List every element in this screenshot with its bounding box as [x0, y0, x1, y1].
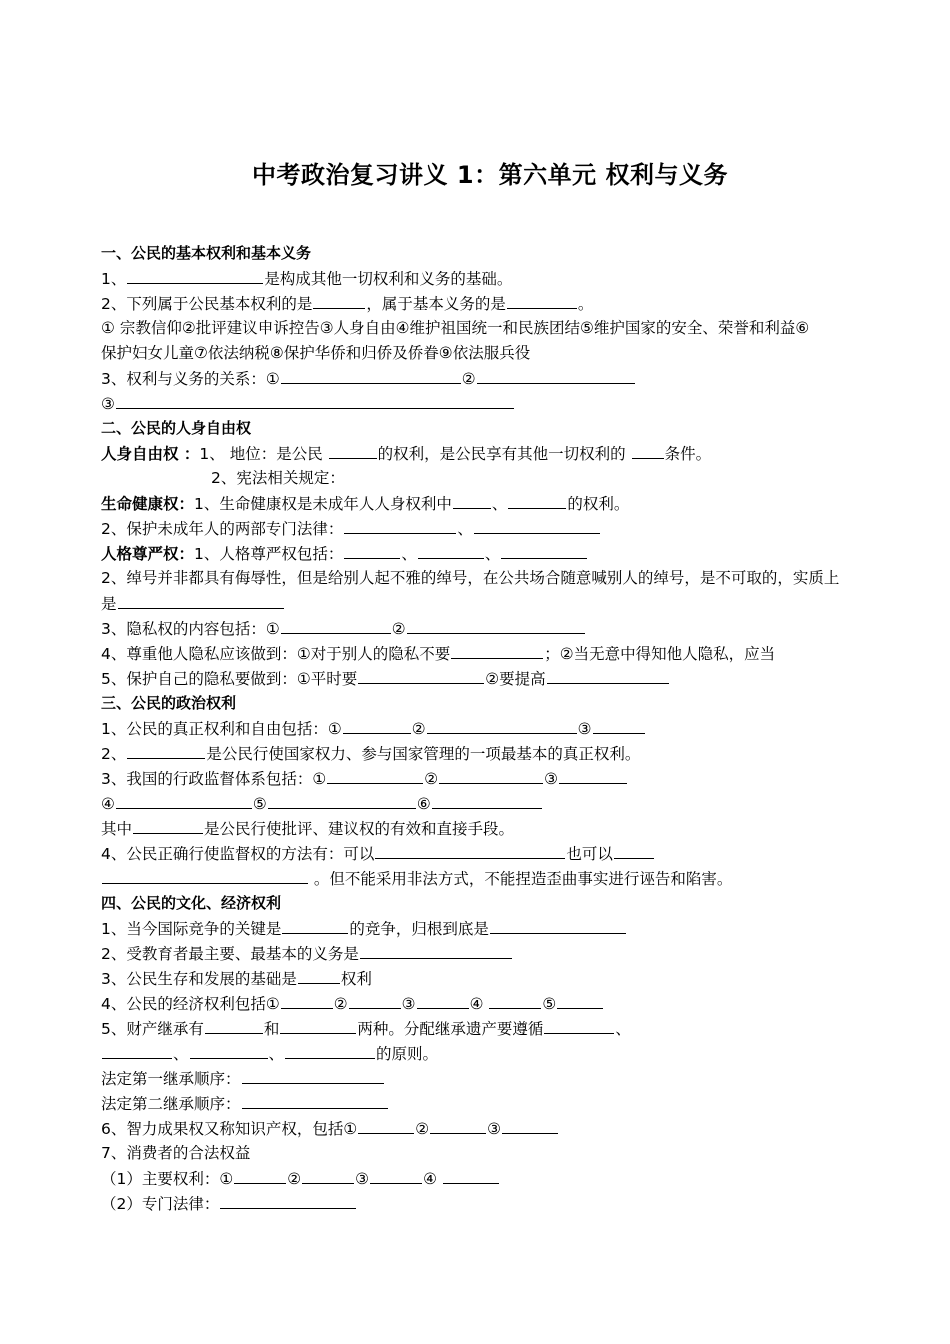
s3-q3-cont: ④ ⑤ ⑥: [101, 793, 543, 814]
s2-laws: 2、保护未成年人的两部专门法律： 、: [101, 518, 601, 539]
blank[interactable]: [360, 943, 512, 959]
blank[interactable]: [489, 993, 541, 1009]
blank[interactable]: [280, 1018, 356, 1034]
blank[interactable]: [343, 718, 411, 734]
blank[interactable]: [313, 293, 365, 309]
blank[interactable]: [302, 1168, 354, 1184]
s2-respect-privacy: 4、尊重他人隐私应该做到：①对于别人的隐私不要 ；②当无意中得知他人隐私，应当: [101, 645, 776, 663]
s4-q3: 3、公民生存和发展的基础是 权利: [101, 970, 372, 988]
blank[interactable]: [118, 593, 284, 609]
blank[interactable]: [268, 793, 416, 809]
s4-q6: 6、智力成果权又称知识产权，包括① ② ③: [101, 1118, 559, 1139]
blank[interactable]: [544, 1018, 614, 1034]
page-title: 中考政治复习讲义 1：第六单元 权利与义务: [252, 161, 728, 189]
blank[interactable]: [427, 718, 577, 734]
blank[interactable]: [234, 1168, 286, 1184]
s1-q1: 1、 是构成其他一切权利和义务的基础。: [101, 270, 513, 288]
blank[interactable]: [329, 443, 377, 459]
s2-nickname-line1: 2、绰号并非都具有侮辱性，但是给别人起不雅的绰号，在公共场合随意喊别人的绰号，是不可取的，实质上: [101, 569, 840, 587]
blank[interactable]: [358, 1118, 414, 1134]
blank[interactable]: [614, 843, 654, 859]
blank[interactable]: [344, 518, 456, 534]
blank[interactable]: [443, 1168, 499, 1184]
section-1-heading: 一、公民的基本权利和基本义务: [101, 244, 312, 262]
s2-privacy: 3、隐私权的内容包括：① ②: [101, 618, 586, 639]
s4-q5: 5、财产继承有 和 两种。分配继承遗产要遵循 、: [101, 1020, 631, 1038]
s1-q2: 2、下列属于公民基本权利的是 ，属于基本义务的是 。: [101, 295, 594, 313]
blank[interactable]: [127, 268, 263, 284]
blank[interactable]: [242, 1093, 388, 1109]
blank[interactable]: [474, 518, 600, 534]
s3-q4: 4、公民正确行使监督权的方法有：可以 也可以: [101, 843, 655, 864]
s1-q3-cont: ③: [101, 393, 515, 414]
s2-life-health: 生命健康权：1、生命健康权是未成年人人身权利中 、 的权利。: [101, 495, 630, 513]
blank[interactable]: [375, 843, 565, 859]
blank[interactable]: [490, 918, 626, 934]
blank[interactable]: [281, 618, 391, 634]
blank[interactable]: [349, 993, 401, 1009]
blank[interactable]: [593, 718, 645, 734]
blank[interactable]: [127, 743, 205, 759]
blank[interactable]: [559, 768, 627, 784]
blank[interactable]: [547, 668, 669, 684]
blank[interactable]: [417, 993, 469, 1009]
s4-q1: 1、当今国际竞争的关键是 的竞争，归根到底是: [101, 918, 627, 939]
blank[interactable]: [557, 993, 603, 1009]
blank[interactable]: [220, 1193, 356, 1209]
blank[interactable]: [502, 1118, 558, 1134]
blank[interactable]: [205, 1018, 263, 1034]
s4-second-order: 法定第二继承顺序：: [101, 1093, 389, 1114]
blank[interactable]: [439, 768, 543, 784]
s2-constitution-line: 2、宪法相关规定：: [211, 469, 345, 487]
s3-q4-cont: 。但不能采用非法方式，不能捏造歪曲事实进行诬告和陷害。: [101, 868, 732, 889]
blank[interactable]: [358, 668, 484, 684]
blank[interactable]: [282, 918, 348, 934]
s4-q7: 7、消费者的合法权益: [101, 1144, 251, 1162]
blank[interactable]: [190, 1043, 268, 1059]
blank[interactable]: [477, 368, 635, 384]
s1-options-line1: ① 宗教信仰②批评建议申诉控告③人身自由④维护祖国统一和民族团结⑤维护国家的安全、荣誉和利益⑥: [101, 319, 810, 337]
s2-protect-privacy: 5、保护自己的隐私要做到：①平时要 ②要提高: [101, 668, 670, 689]
blank[interactable]: [281, 368, 461, 384]
s4-q2: 2、受教育者最主要、最基本的义务是: [101, 943, 513, 964]
s4-q4: 4、公民的经济权利包括① ② ③ ④ ⑤: [101, 993, 604, 1014]
blank[interactable]: [453, 493, 491, 509]
s3-q3-note: 其中 是公民行使批评、建议权的有效和直接手段。: [101, 820, 515, 838]
s4-first-order: 法定第一继承顺序：: [101, 1068, 385, 1089]
blank[interactable]: [285, 1043, 375, 1059]
s2-nickname-line2: 是: [101, 593, 285, 614]
blank[interactable]: [102, 1043, 172, 1059]
s4-q5-cont: 、 、 的原则。: [101, 1043, 438, 1064]
blank[interactable]: [298, 968, 340, 984]
blank[interactable]: [242, 1068, 384, 1084]
blank[interactable]: [507, 293, 577, 309]
section-3-heading: 三、公民的政治权利: [101, 694, 237, 712]
blank[interactable]: [133, 818, 203, 834]
blank[interactable]: [632, 443, 664, 459]
blank[interactable]: [418, 543, 484, 559]
s2-dignity: 人格尊严权：1、人格尊严权包括： 、 、: [101, 543, 588, 564]
blank[interactable]: [432, 793, 542, 809]
s3-q1: 1、公民的真正权利和自由包括：① ② ③: [101, 718, 646, 739]
s1-options-line2: 保护妇女儿童⑦依法纳税⑧保护华侨和归侨及侨眷⑨依法服兵役: [101, 344, 531, 362]
blank[interactable]: [451, 643, 543, 659]
section-4-heading: 四、公民的文化、经济权利: [101, 894, 282, 912]
blank[interactable]: [430, 1118, 486, 1134]
s2-personal-freedom: 人身自由权 ：1、 地位：是公民 的权利，是公民享有其他一切权利的 条件。: [101, 445, 712, 463]
blank[interactable]: [508, 493, 566, 509]
blank[interactable]: [281, 993, 333, 1009]
s3-q3: 3、我国的行政监督体系包括：① ② ③: [101, 768, 628, 789]
blank[interactable]: [116, 393, 514, 409]
blank[interactable]: [344, 543, 400, 559]
section-2-heading: 二、公民的人身自由权: [101, 419, 252, 437]
s3-q2: 2、 是公民行使国家权力、参与国家管理的一项最基本的真正权利。: [101, 745, 641, 763]
s4-q7-rights: （1）主要权利：① ② ③ ④: [101, 1168, 500, 1189]
blank[interactable]: [501, 543, 587, 559]
s4-q7-law: （2）专门法律：: [101, 1193, 357, 1214]
blank[interactable]: [370, 1168, 422, 1184]
blank[interactable]: [116, 793, 252, 809]
blank[interactable]: [407, 618, 585, 634]
blank[interactable]: [102, 868, 308, 884]
s1-q3: 3、权利与义务的关系：① ②: [101, 368, 636, 389]
blank[interactable]: [327, 768, 423, 784]
